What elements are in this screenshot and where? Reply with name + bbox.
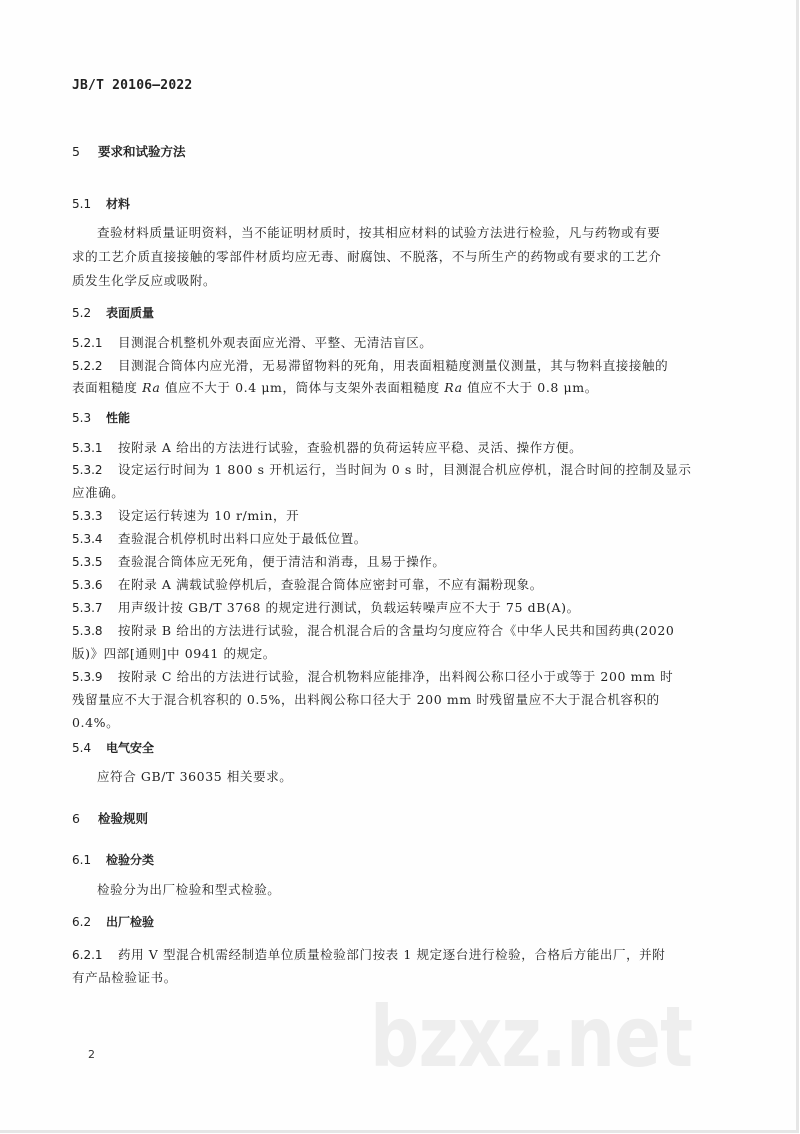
section-5-heading: [72, 142, 186, 160]
clause-5-2-1: [72, 332, 432, 354]
section-6-2-heading: [72, 913, 154, 930]
clause-5-3-9-line-2: 残留量应不大于混合机容积的 0.5%，出料阀公称口径大于 200 mm 时残留量应不大于混合机容积的: [72, 692, 660, 707]
roughness-symbol: Ra: [142, 380, 161, 395]
clause-text: 设定运行转速为 10 r/min，开: [118, 508, 300, 523]
section-5-1-line-3: 质发生化学反应或吸附。: [72, 273, 217, 288]
clause-number: 5.3.8: [72, 624, 103, 638]
section-5-4-text: 应符合 GB/T 36035 相关要求。: [97, 769, 293, 784]
section-number: 5.4: [72, 741, 92, 755]
section-title: 要求和试验方法: [98, 144, 186, 159]
section-title: 表面质量: [106, 306, 155, 320]
clause-text: 值应不大于 0.8 μm。: [462, 380, 598, 395]
watermark: bzxz.net: [370, 988, 693, 1086]
section-5-1-line-2: 求的工艺介质直接接触的零部件材质均应无毒、耐腐蚀、不脱落，不与所生产的药物或有要求的工艺介: [72, 249, 662, 264]
clause-text: 按附录 A 给出的方法进行试验，查验机器的负荷运转应平稳、灵活、操作方便。: [118, 440, 583, 455]
clause-number: 5.3.7: [72, 601, 103, 615]
section-6-heading: [72, 809, 148, 827]
clause-text: 目测混合筒体内应光滑，无易滞留物料的死角，用表面粗糙度测量仪测量，其与物料直接接触的: [118, 358, 669, 373]
clause-5-3-2-line-2: 应准确。: [72, 485, 125, 500]
section-5-2-heading: [72, 304, 154, 321]
section-number: 5.1: [72, 197, 92, 211]
clause-text: 在附录 A 满载试验停机后，查验混合筒体应密封可靠，不应有漏粉现象。: [118, 577, 543, 592]
clause-5-3-2-line-1: [72, 459, 692, 481]
clause-number: 5.3.3: [72, 509, 103, 523]
clause-6-2-1-line-1: [72, 944, 665, 966]
section-6-1-heading: [72, 851, 154, 868]
clause-text: 用声级计按 GB/T 3768 的规定进行测试，负载运转噪声应不大于 75 dB(A)。: [118, 600, 580, 615]
section-5-4-heading: [72, 739, 154, 756]
roughness-symbol: Ra: [444, 380, 463, 395]
section-5-3-heading: [72, 409, 130, 426]
clause-5-3-5: [72, 551, 446, 573]
section-5-1-line-1: 查验材料质量证明资料，当不能证明材质时，按其相应材料的试验方法进行检验，凡与药物或有要: [97, 225, 661, 240]
section-number: 6: [72, 811, 80, 826]
section-number: 5.3: [72, 411, 92, 425]
clause-5-3-9-line-1: [72, 666, 673, 688]
clause-5-2-2-line-1: [72, 355, 668, 377]
clause-5-3-6: [72, 574, 543, 596]
clause-text: 查验混合筒体应无死角，便于清洁和消毒，且易于操作。: [118, 554, 446, 569]
clause-number: 5.2.1: [72, 336, 103, 350]
section-title: 检验分类: [106, 853, 155, 867]
clause-5-3-1: [72, 437, 582, 459]
section-number: 5.2: [72, 306, 92, 320]
clause-5-3-8-line-1: [72, 620, 674, 642]
clause-number: 6.2.1: [72, 948, 103, 962]
section-number: 5: [72, 144, 80, 159]
clause-5-3-8-line-2: 版)》四部[通则]中 0941 的规定。: [72, 646, 276, 661]
section-number: 6.2: [72, 915, 92, 929]
section-5-1-heading: [72, 195, 130, 212]
clause-text: 设定运行时间为 1 800 s 开机运行，当时间为 0 s 时，目测混合机应停机，混合时间的控制及显示: [118, 462, 692, 477]
clause-number: 5.3.4: [72, 532, 103, 546]
clause-5-3-9-line-3: 0.4%。: [72, 715, 120, 730]
page-number: 2: [88, 1048, 95, 1061]
clause-text: 药用 V 型混合机需经制造单位质量检验部门按表 1 规定逐台进行检验，合格后方能出厂，并附: [118, 947, 666, 962]
clause-6-2-1-line-2: 有产品检验证书。: [72, 970, 177, 985]
clause-5-3-4: [72, 528, 367, 550]
clause-number: 5.2.2: [72, 359, 103, 373]
clause-5-3-7: [72, 597, 580, 619]
clause-text: 按附录 B 给出的方法进行试验，混合机混合后的含量均匀度应符合《中华人民共和国药典(2020: [118, 623, 675, 638]
clause-text: 表面粗糙度: [72, 380, 143, 395]
clause-text: 查验混合机停机时出料口应处于最低位置。: [118, 531, 367, 546]
section-title: 检验规则: [98, 811, 149, 826]
clause-number: 5.3.5: [72, 555, 103, 569]
section-title: 电气安全: [106, 741, 155, 755]
clause-text: 目测混合机整机外观表面应光滑、平整、无清洁盲区。: [118, 335, 433, 350]
clause-number: 5.3.9: [72, 670, 103, 684]
section-title: 性能: [106, 411, 131, 425]
section-number: 6.1: [72, 853, 92, 867]
clause-text: 值应不大于 0.4 μm，筒体与支架外表面粗糙度: [160, 380, 445, 395]
clause-text: 按附录 C 给出的方法进行试验，混合机物料应能排净，出料阀公称口径小于或等于 200 mm 时: [118, 669, 674, 684]
standard-code-header: JB/T 20106—2022: [72, 78, 193, 93]
clause-5-2-2-line-2: [72, 377, 598, 399]
clause-5-3-3: [72, 505, 299, 527]
section-6-1-text: 检验分为出厂检验和型式检验。: [97, 882, 281, 897]
clause-number: 5.3.1: [72, 441, 103, 455]
section-title: 出厂检验: [106, 915, 155, 929]
clause-number: 5.3.6: [72, 578, 103, 592]
clause-number: 5.3.2: [72, 463, 103, 477]
section-title: 材料: [106, 197, 131, 211]
